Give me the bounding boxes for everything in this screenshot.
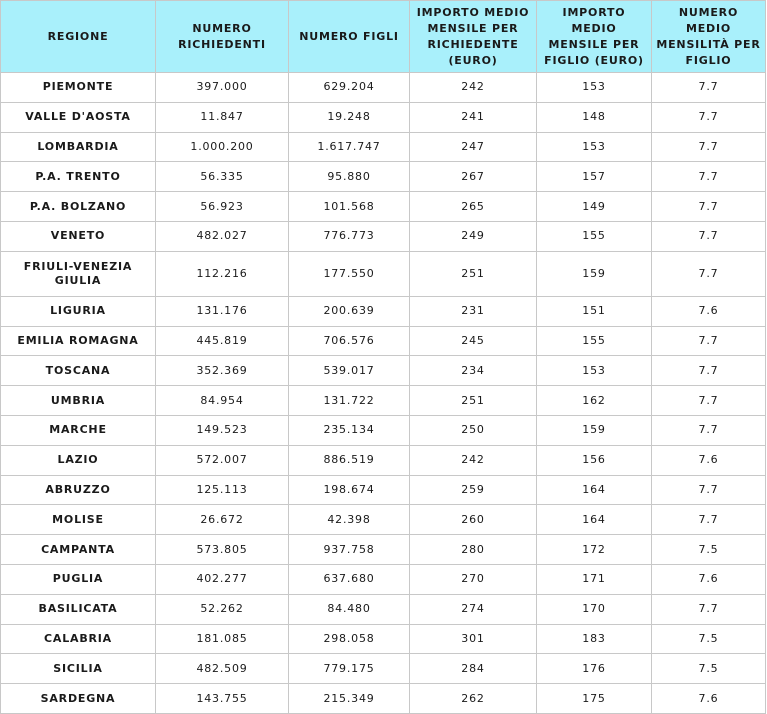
mensilita-cell: 7.7 bbox=[652, 132, 766, 162]
importo-figlio-cell: 156 bbox=[537, 445, 652, 475]
importo-figlio-cell: 157 bbox=[537, 162, 652, 192]
figli-cell: 779.175 bbox=[289, 654, 410, 684]
importo-figlio-cell: 162 bbox=[537, 386, 652, 416]
mensilita-cell: 7.5 bbox=[652, 535, 766, 565]
figli-cell: 101.568 bbox=[289, 192, 410, 222]
figli-cell: 177.550 bbox=[289, 251, 410, 296]
figli-cell: 629.204 bbox=[289, 73, 410, 103]
richiedenti-cell: 56.923 bbox=[156, 192, 289, 222]
importo-richiedente-cell: 301 bbox=[410, 624, 537, 654]
figli-cell: 1.617.747 bbox=[289, 132, 410, 162]
mensilita-cell: 7.7 bbox=[652, 326, 766, 356]
table-row bbox=[1, 132, 766, 162]
richiedenti-cell: 131.176 bbox=[156, 296, 289, 326]
region-cell: EMILIA ROMAGNA bbox=[1, 326, 156, 356]
importo-figlio-cell: 153 bbox=[537, 132, 652, 162]
region-cell: CAMPANTA bbox=[1, 535, 156, 565]
region-cell: BASILICATA bbox=[1, 594, 156, 624]
header-mensilita: NUMERO MEDIO MENSILITÀ PER FIGLIO bbox=[652, 1, 766, 73]
table-row bbox=[1, 386, 766, 416]
header-importo-figlio: IMPORTO MEDIO MENSILE PER FIGLIO (EURO) bbox=[537, 1, 652, 73]
table-row bbox=[1, 564, 766, 594]
richiedenti-cell: 445.819 bbox=[156, 326, 289, 356]
mensilita-cell: 7.6 bbox=[652, 564, 766, 594]
mensilita-cell: 7.6 bbox=[652, 684, 766, 714]
richiedenti-cell: 181.085 bbox=[156, 624, 289, 654]
mensilita-cell: 7.6 bbox=[652, 296, 766, 326]
region-cell: P.A. BOLZANO bbox=[1, 192, 156, 222]
region-cell: VALLE D'AOSTA bbox=[1, 102, 156, 132]
importo-figlio-cell: 159 bbox=[537, 415, 652, 445]
importo-richiedente-cell: 250 bbox=[410, 415, 537, 445]
importo-richiedente-cell: 241 bbox=[410, 102, 537, 132]
importo-figlio-cell: 183 bbox=[537, 624, 652, 654]
region-cell: MOLISE bbox=[1, 505, 156, 535]
mensilita-cell: 7.5 bbox=[652, 624, 766, 654]
richiedenti-cell: 125.113 bbox=[156, 475, 289, 505]
richiedenti-cell: 11.847 bbox=[156, 102, 289, 132]
region-cell: LOMBARDIA bbox=[1, 132, 156, 162]
figli-cell: 235.134 bbox=[289, 415, 410, 445]
mensilita-cell: 7.7 bbox=[652, 221, 766, 251]
importo-richiedente-cell: 245 bbox=[410, 326, 537, 356]
region-cell: TOSCANA bbox=[1, 356, 156, 386]
table-row bbox=[1, 535, 766, 565]
importo-figlio-cell: 155 bbox=[537, 221, 652, 251]
figli-cell: 198.674 bbox=[289, 475, 410, 505]
figli-cell: 215.349 bbox=[289, 684, 410, 714]
mensilita-cell: 7.7 bbox=[652, 475, 766, 505]
table-row bbox=[1, 73, 766, 103]
region-cell: CALABRIA bbox=[1, 624, 156, 654]
importo-richiedente-cell: 267 bbox=[410, 162, 537, 192]
mensilita-cell: 7.6 bbox=[652, 445, 766, 475]
figli-cell: 42.398 bbox=[289, 505, 410, 535]
table-body bbox=[1, 73, 766, 714]
importo-figlio-cell: 159 bbox=[537, 251, 652, 296]
figli-cell: 95.880 bbox=[289, 162, 410, 192]
region-cell: UMBRIA bbox=[1, 386, 156, 416]
mensilita-cell: 7.7 bbox=[652, 356, 766, 386]
richiedenti-cell: 52.262 bbox=[156, 594, 289, 624]
table-row bbox=[1, 415, 766, 445]
importo-richiedente-cell: 262 bbox=[410, 684, 537, 714]
importo-figlio-cell: 151 bbox=[537, 296, 652, 326]
richiedenti-cell: 112.216 bbox=[156, 251, 289, 296]
table-row bbox=[1, 221, 766, 251]
table-row bbox=[1, 594, 766, 624]
importo-richiedente-cell: 284 bbox=[410, 654, 537, 684]
importo-richiedente-cell: 265 bbox=[410, 192, 537, 222]
table-row bbox=[1, 654, 766, 684]
region-cell: VENETO bbox=[1, 221, 156, 251]
mensilita-cell: 7.7 bbox=[652, 415, 766, 445]
header-row bbox=[1, 1, 766, 73]
region-cell: PUGLIA bbox=[1, 564, 156, 594]
richiedenti-cell: 572.007 bbox=[156, 445, 289, 475]
importo-figlio-cell: 153 bbox=[537, 356, 652, 386]
importo-figlio-cell: 172 bbox=[537, 535, 652, 565]
richiedenti-cell: 56.335 bbox=[156, 162, 289, 192]
richiedenti-cell: 352.369 bbox=[156, 356, 289, 386]
mensilita-cell: 7.7 bbox=[652, 192, 766, 222]
importo-richiedente-cell: 234 bbox=[410, 356, 537, 386]
importo-figlio-cell: 153 bbox=[537, 73, 652, 103]
table-row bbox=[1, 445, 766, 475]
figli-cell: 937.758 bbox=[289, 535, 410, 565]
importo-figlio-cell: 148 bbox=[537, 102, 652, 132]
importo-figlio-cell: 155 bbox=[537, 326, 652, 356]
richiedenti-cell: 482.027 bbox=[156, 221, 289, 251]
mensilita-cell: 7.7 bbox=[652, 505, 766, 535]
table-row bbox=[1, 251, 766, 296]
figli-cell: 539.017 bbox=[289, 356, 410, 386]
importo-figlio-cell: 170 bbox=[537, 594, 652, 624]
richiedenti-cell: 397.000 bbox=[156, 73, 289, 103]
importo-richiedente-cell: 270 bbox=[410, 564, 537, 594]
table-row bbox=[1, 684, 766, 714]
importo-richiedente-cell: 231 bbox=[410, 296, 537, 326]
region-cell: LIGURIA bbox=[1, 296, 156, 326]
region-cell: MARCHE bbox=[1, 415, 156, 445]
importo-figlio-cell: 171 bbox=[537, 564, 652, 594]
richiedenti-cell: 402.277 bbox=[156, 564, 289, 594]
table-row bbox=[1, 296, 766, 326]
importo-figlio-cell: 175 bbox=[537, 684, 652, 714]
region-cell: LAZIO bbox=[1, 445, 156, 475]
importo-richiedente-cell: 274 bbox=[410, 594, 537, 624]
importo-richiedente-cell: 259 bbox=[410, 475, 537, 505]
table-row bbox=[1, 192, 766, 222]
importo-richiedente-cell: 251 bbox=[410, 386, 537, 416]
figli-cell: 886.519 bbox=[289, 445, 410, 475]
table-row bbox=[1, 102, 766, 132]
importo-richiedente-cell: 251 bbox=[410, 251, 537, 296]
table-row bbox=[1, 326, 766, 356]
region-cell: SICILIA bbox=[1, 654, 156, 684]
importo-richiedente-cell: 242 bbox=[410, 73, 537, 103]
table-row bbox=[1, 505, 766, 535]
richiedenti-cell: 482.509 bbox=[156, 654, 289, 684]
table-row bbox=[1, 475, 766, 505]
figli-cell: 84.480 bbox=[289, 594, 410, 624]
mensilita-cell: 7.7 bbox=[652, 386, 766, 416]
richiedenti-cell: 143.755 bbox=[156, 684, 289, 714]
figli-cell: 19.248 bbox=[289, 102, 410, 132]
figli-cell: 776.773 bbox=[289, 221, 410, 251]
region-cell: PIEMONTE bbox=[1, 73, 156, 103]
mensilita-cell: 7.7 bbox=[652, 73, 766, 103]
header-regione: REGIONE bbox=[1, 1, 156, 73]
importo-figlio-cell: 164 bbox=[537, 505, 652, 535]
mensilita-cell: 7.7 bbox=[652, 102, 766, 132]
mensilita-cell: 7.5 bbox=[652, 654, 766, 684]
region-cell: FRIULI-VENEZIA GIULIA bbox=[1, 251, 156, 296]
table-row bbox=[1, 162, 766, 192]
importo-richiedente-cell: 242 bbox=[410, 445, 537, 475]
importo-figlio-cell: 149 bbox=[537, 192, 652, 222]
importo-richiedente-cell: 280 bbox=[410, 535, 537, 565]
mensilita-cell: 7.7 bbox=[652, 162, 766, 192]
importo-richiedente-cell: 260 bbox=[410, 505, 537, 535]
richiedenti-cell: 1.000.200 bbox=[156, 132, 289, 162]
figli-cell: 637.680 bbox=[289, 564, 410, 594]
richiedenti-cell: 149.523 bbox=[156, 415, 289, 445]
figli-cell: 200.639 bbox=[289, 296, 410, 326]
header-numero-richiedenti: NUMERO RICHIEDENTI bbox=[156, 1, 289, 73]
importo-figlio-cell: 164 bbox=[537, 475, 652, 505]
figli-cell: 131.722 bbox=[289, 386, 410, 416]
region-cell: SARDEGNA bbox=[1, 684, 156, 714]
importo-figlio-cell: 176 bbox=[537, 654, 652, 684]
richiedenti-cell: 573.805 bbox=[156, 535, 289, 565]
mensilita-cell: 7.7 bbox=[652, 251, 766, 296]
table-row bbox=[1, 356, 766, 386]
table-row bbox=[1, 624, 766, 654]
header-numero-figli: NUMERO FIGLI bbox=[289, 1, 410, 73]
richiedenti-cell: 26.672 bbox=[156, 505, 289, 535]
importo-richiedente-cell: 247 bbox=[410, 132, 537, 162]
richiedenti-cell: 84.954 bbox=[156, 386, 289, 416]
region-cell: P.A. TRENTO bbox=[1, 162, 156, 192]
mensilita-cell: 7.7 bbox=[652, 594, 766, 624]
region-cell: ABRUZZO bbox=[1, 475, 156, 505]
header-importo-richiedente: IMPORTO MEDIO MENSILE PER RICHIEDENTE (EURO) bbox=[410, 1, 537, 73]
figli-cell: 298.058 bbox=[289, 624, 410, 654]
figli-cell: 706.576 bbox=[289, 326, 410, 356]
importo-richiedente-cell: 249 bbox=[410, 221, 537, 251]
